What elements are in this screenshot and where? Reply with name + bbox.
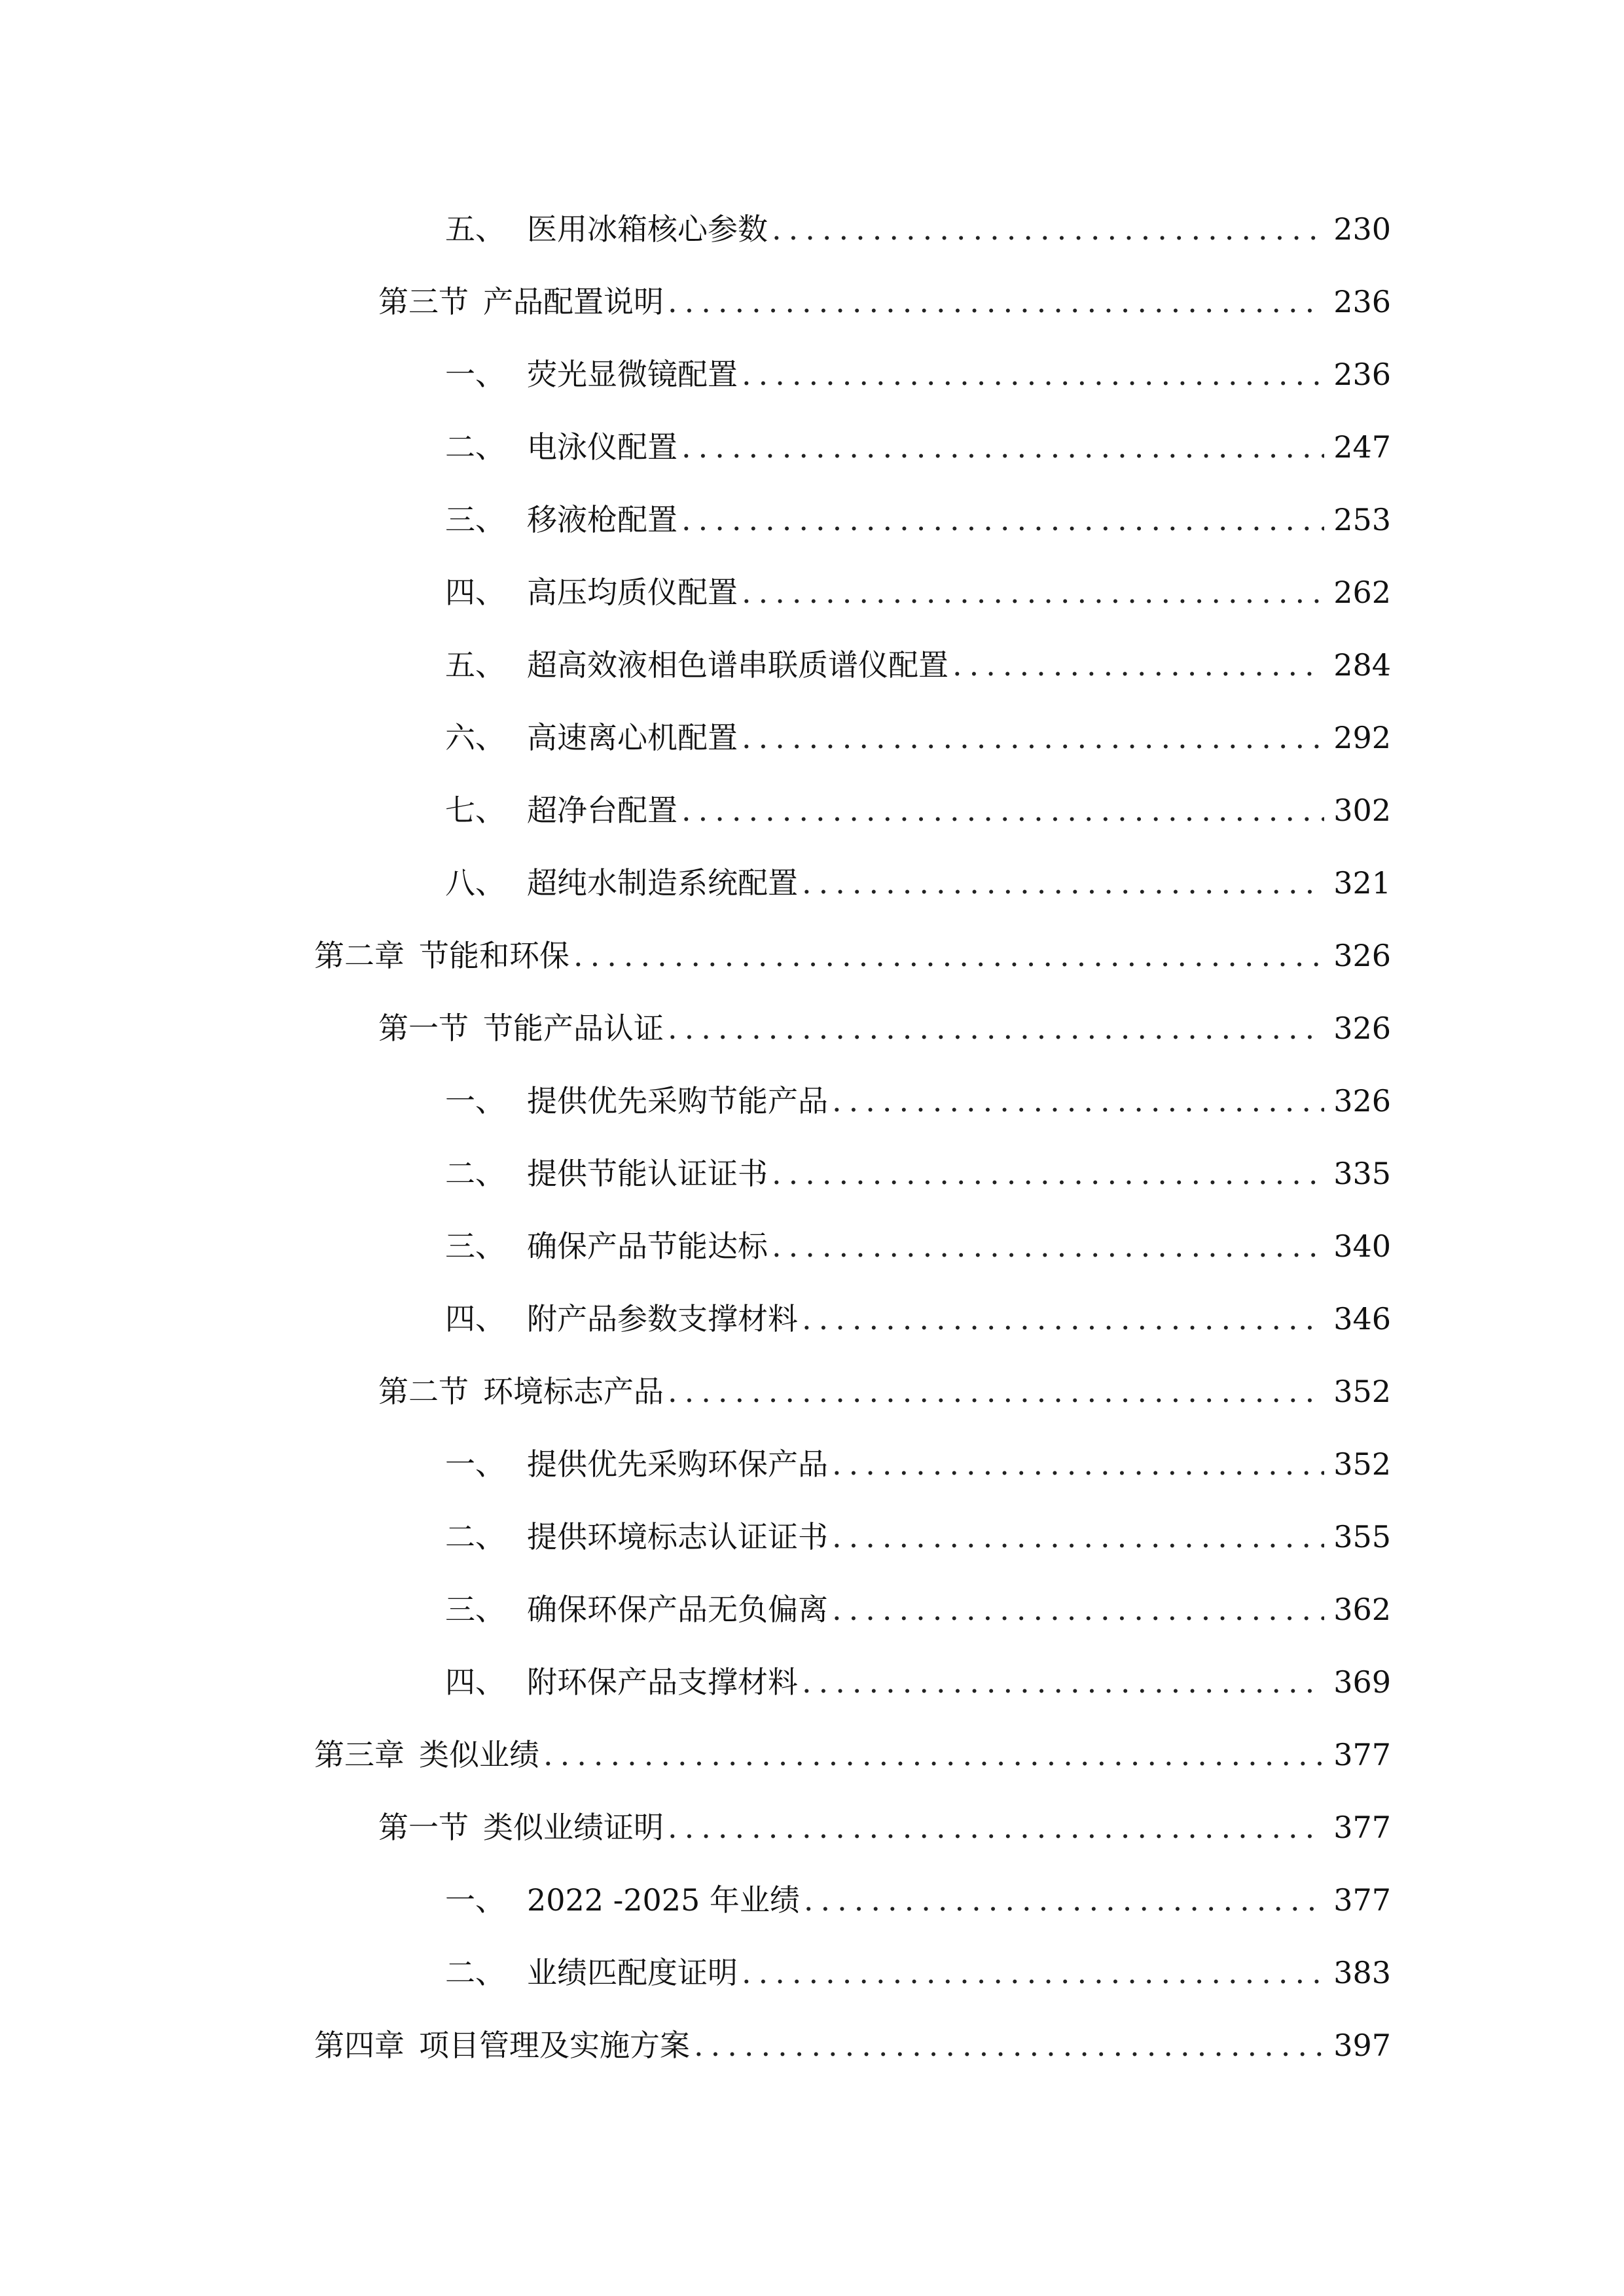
toc-row[interactable] [0,992,1624,1064]
toc-row[interactable] [0,1500,1624,1573]
toc-page-number: 340 [1333,1228,1391,1264]
toc-number: 三、 [445,1591,505,1627]
dot-leader [694,2026,1324,2065]
toc-row[interactable] [0,1210,1624,1282]
toc-number: 第二节 [378,1373,469,1409]
toc-page-number: 377 [1333,1736,1391,1772]
toc-page-number: 326 [1333,1010,1391,1046]
dot-leader [668,1009,1324,1048]
toc-page-number: 383 [1333,1954,1391,1990]
toc-row[interactable] [0,774,1624,846]
dot-leader [832,1444,1324,1484]
toc-number: 四、 [445,574,505,610]
toc-row[interactable] [0,1863,1624,1936]
toc-title: 超纯水制造系统配置 [527,865,798,901]
toc-page-number: 369 [1333,1664,1391,1700]
toc-page-number: 326 [1333,1083,1391,1119]
toc-title: 提供环境标志认证证书 [527,1518,828,1554]
toc-page-number: 377 [1333,1809,1391,1845]
toc-page-number: 377 [1333,1882,1391,1918]
toc-row[interactable] [0,1355,1624,1427]
toc-row[interactable] [0,846,1624,919]
dot-leader [802,1662,1324,1702]
dot-leader [681,791,1324,830]
toc-page-number: 362 [1333,1591,1391,1627]
dot-leader [742,573,1324,612]
toc-page-number: 346 [1333,1300,1391,1336]
toc-page-number: 236 [1333,356,1391,392]
toc-title: 附产品参数支撑材料 [527,1300,798,1336]
toc-page-number: 335 [1333,1155,1391,1191]
toc-page-number: 326 [1333,937,1391,973]
toc-title: 提供节能认证证书 [527,1155,768,1191]
toc-title: 医用冰箱核心参数 [527,211,768,247]
toc-row[interactable] [0,556,1624,628]
dot-leader [772,1154,1324,1193]
toc-row[interactable] [0,628,1624,701]
toc-row[interactable] [0,192,1624,265]
toc-title: 电泳仪配置 [527,429,677,465]
toc-number: 六、 [445,719,505,755]
toc-page-number: 262 [1333,574,1391,610]
toc-title: 产品配置说明 [483,283,664,319]
toc-page-number: 284 [1333,647,1391,683]
toc-row[interactable] [0,1137,1624,1210]
toc-page-number: 253 [1333,501,1391,537]
toc-row[interactable] [0,1645,1624,1718]
toc-number: 一、 [445,1083,505,1119]
toc-number: 三、 [445,501,505,537]
dot-leader [573,936,1324,975]
toc-title: 超净台配置 [527,792,677,828]
dot-leader [832,1590,1324,1629]
dot-leader [681,500,1324,539]
toc-number: 三、 [445,1228,505,1264]
toc-title: 确保环保产品无负偏离 [527,1591,828,1627]
toc-page-number: 352 [1333,1446,1391,1482]
dot-leader [681,427,1324,467]
toc-number: 二、 [445,1155,505,1191]
toc-page-number: 292 [1333,719,1391,755]
dot-leader [668,1808,1324,1847]
toc-number: 第一节 [378,1809,469,1845]
toc-title: 确保产品节能达标 [527,1228,768,1264]
toc-row[interactable] [0,1791,1624,1863]
toc-row[interactable] [0,919,1624,992]
dot-leader [742,718,1324,757]
dot-leader [742,355,1324,394]
toc-number: 第二章 [314,937,405,973]
toc-number: 四、 [445,1664,505,1700]
toc-title: 2022 -2025 年业绩 [527,1882,800,1918]
dot-leader [952,645,1324,685]
toc-page-number: 247 [1333,429,1391,465]
toc-page-number: 302 [1333,792,1391,828]
toc-row[interactable] [0,1427,1624,1500]
toc-title: 节能产品认证 [483,1010,664,1046]
toc-number: 五、 [445,647,505,683]
toc-title: 超高效液相色谱串联质谱仪配置 [527,647,948,683]
toc-number: 第一节 [378,1010,469,1046]
dot-leader [668,1372,1324,1411]
toc-title: 附环保产品支撑材料 [527,1664,798,1700]
dot-leader [832,1517,1324,1556]
toc-title: 荧光显微镜配置 [527,356,738,392]
toc-number: 一、 [445,356,505,392]
toc-number: 一、 [445,1446,505,1482]
toc-row[interactable] [0,1573,1624,1645]
dot-leader [543,1735,1324,1774]
toc-title: 环境标志产品 [483,1373,664,1409]
toc-number: 一、 [445,1882,505,1918]
toc-number: 第四章 [314,2027,405,2063]
dot-leader [742,1953,1324,1992]
toc-number: 二、 [445,1518,505,1554]
toc-number: 二、 [445,429,505,465]
toc-number: 四、 [445,1300,505,1336]
toc-title: 项目管理及实施方案 [419,2027,690,2063]
dot-leader [802,1299,1324,1338]
toc-row[interactable] [0,265,1624,338]
toc-row[interactable] [0,701,1624,774]
toc-number: 第三节 [378,283,469,319]
toc-number: 八、 [445,865,505,901]
toc-title: 高速离心机配置 [527,719,738,755]
toc-page-number: 397 [1333,2027,1391,2063]
toc-title: 类似业绩 [419,1736,539,1772]
dot-leader [668,282,1324,321]
toc-row[interactable] [0,410,1624,483]
toc-title: 类似业绩证明 [483,1809,664,1845]
toc-number: 第三章 [314,1736,405,1772]
toc-row[interactable] [0,483,1624,556]
toc-title: 提供优先采购环保产品 [527,1446,828,1482]
dot-leader [804,1880,1324,1920]
toc-row[interactable] [0,1718,1624,1791]
toc-row[interactable] [0,338,1624,410]
toc-page-number: 236 [1333,283,1391,319]
toc-number: 五、 [445,211,505,247]
toc-number: 七、 [445,792,505,828]
dot-leader [802,863,1324,903]
toc-page-number: 321 [1333,865,1391,901]
toc-row[interactable] [0,1282,1624,1355]
toc-title: 提供优先采购节能产品 [527,1083,828,1119]
toc-page-number: 352 [1333,1373,1391,1409]
dot-leader [832,1081,1324,1121]
toc-row[interactable] [0,1064,1624,1137]
dot-leader [772,1227,1324,1266]
dot-leader [772,209,1324,249]
toc-title: 节能和环保 [419,937,569,973]
toc-title: 业绩匹配度证明 [527,1954,738,1990]
toc-title: 高压均质仪配置 [527,574,738,610]
toc-number: 二、 [445,1954,505,1990]
toc-row[interactable] [0,2009,1624,2081]
toc-title: 移液枪配置 [527,501,677,537]
toc-page-number: 355 [1333,1518,1391,1554]
toc-page-number: 230 [1333,211,1391,247]
toc-row[interactable] [0,1936,1624,2009]
